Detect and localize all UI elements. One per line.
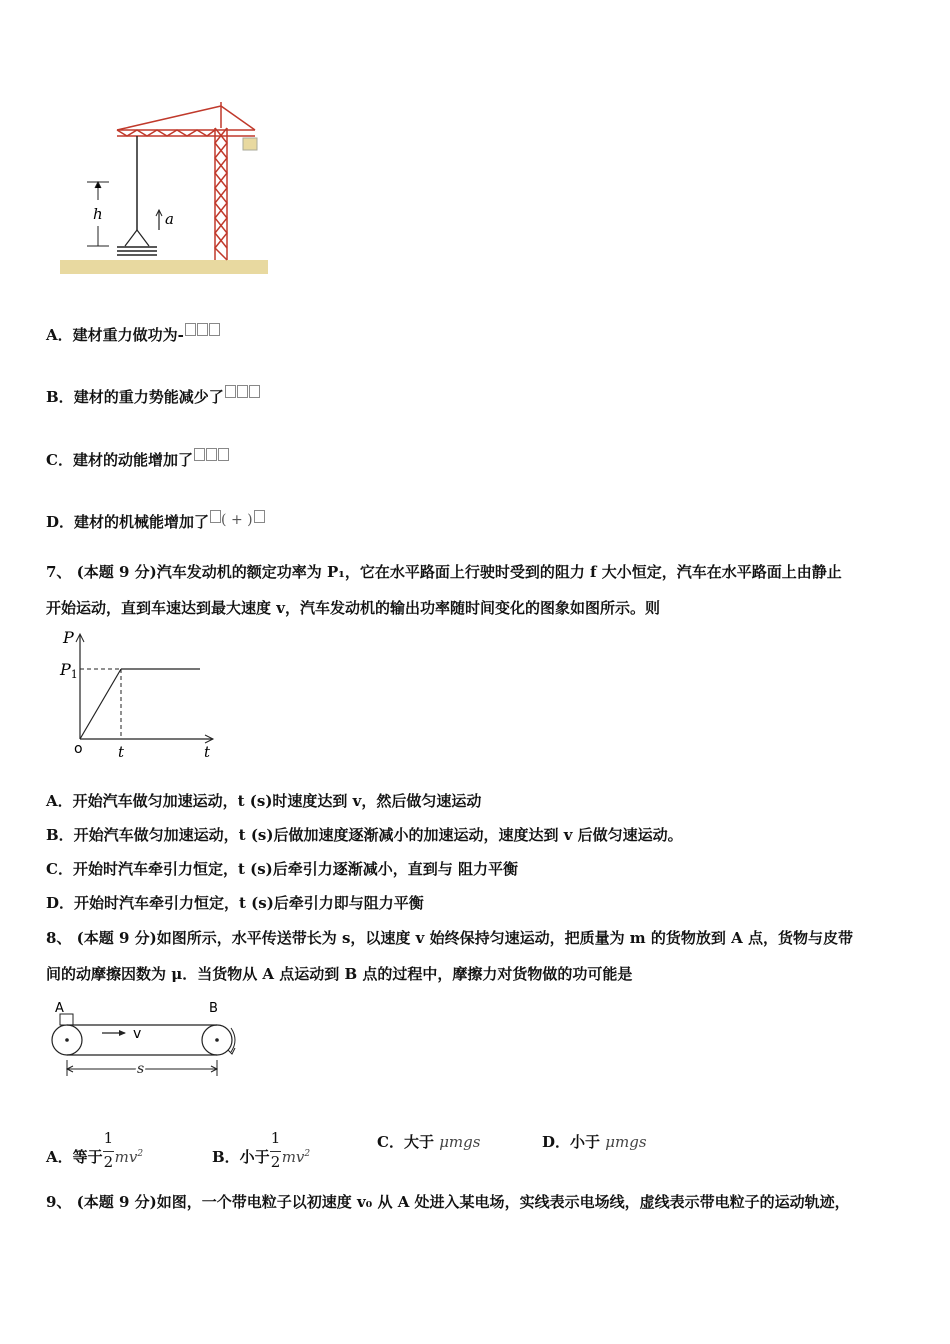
fraction-half: $\frac{1}{2}$ bbox=[103, 1129, 114, 1171]
p-axis-label: P bbox=[63, 628, 74, 647]
q8-stem-line2: 间的动摩擦因数为 μ．当货物从 A 点运动到 B 点的过程中，摩擦力对货物做的功可能是 bbox=[46, 965, 633, 983]
q8-stem-line1: 8、 (本题 9 分)如图所示，水平传送带长为 s，以速度 v 始终保持匀速运动，把质量为 m 的货物放到 A 点，货物与皮带 bbox=[46, 929, 853, 947]
power-time-graph bbox=[55, 625, 225, 765]
q7-option-a: A．开始汽车做匀加速运动，t (s)时速度达到 v，然后做匀速运动 bbox=[46, 792, 482, 810]
q6-option-d: D．建材的机械能增加了 ( + ) bbox=[46, 510, 265, 532]
b-point-label: B bbox=[209, 1001, 218, 1016]
q7-option-d: D．开始时汽车牵引力恒定，t (s)后牵引力即与阻力平衡 bbox=[46, 894, 424, 912]
origin-label: o bbox=[74, 741, 83, 757]
q7-option-b: B．开始汽车做匀加速运动，t (s)后做加速度逐渐减小的加速运动，速度达到 v 后做匀速运动。 bbox=[46, 826, 683, 844]
building-material bbox=[117, 247, 157, 255]
a-point-label: A bbox=[55, 1001, 64, 1016]
hook bbox=[125, 230, 149, 246]
conveyor-figure bbox=[45, 998, 255, 1083]
q8-option-d: D．小于 μmgs bbox=[542, 1133, 647, 1151]
velocity-arrow-head bbox=[119, 1030, 126, 1036]
q8-option-a: A．等于 $\frac{1}{2}$ $mv^2$ bbox=[46, 1129, 144, 1171]
right-pulley-axle bbox=[215, 1038, 219, 1042]
left-pulley-axle bbox=[65, 1038, 69, 1042]
a-label: a bbox=[165, 210, 174, 228]
ground bbox=[60, 260, 268, 274]
p1-label: P1 bbox=[60, 660, 78, 681]
q8-option-c: C．大于 μmgs bbox=[377, 1133, 481, 1151]
q7-stem-line2: 开始运动，直到车速达到最大速度 v，汽车发动机的输出功率随时间变化的图象如图所示。则 bbox=[46, 599, 660, 617]
q9-stem-line1: 9、 (本题 9 分)如图，一个带电粒子以初速度 v₀ 从 A 处进入某电场，实线表示电场线，虚线表示带电粒子的运动轨迹， bbox=[46, 1193, 850, 1211]
power-ramp bbox=[80, 669, 121, 739]
h-label: h bbox=[93, 205, 103, 223]
q8-option-b: B．小于 $\frac{1}{2}$ $mv^2$ bbox=[212, 1129, 311, 1171]
fraction-half: $\frac{1}{2}$ bbox=[270, 1129, 281, 1171]
counterweight bbox=[243, 138, 257, 150]
q6-option-b: B．建材的重力势能减少了 bbox=[46, 385, 260, 407]
q7-option-c: C．开始时汽车牵引力恒定，t (s)后牵引力逐渐减小，直到与 阻力平衡 bbox=[46, 860, 518, 878]
q6-option-c: C．建材的动能增加了 bbox=[46, 448, 229, 470]
q6-option-a: A．建材重力做功为- bbox=[46, 323, 220, 345]
crane-figure bbox=[55, 98, 275, 278]
q7-stem-line1: 7、 (本题 9 分)汽车发动机的额定功率为 P₁，它在水平路面上行驶时受到的阻力 f 大小恒定，汽车在水平路面上由静止 bbox=[46, 563, 842, 581]
v-label: v bbox=[133, 1026, 142, 1042]
q6-d-formula: ( + ) bbox=[221, 512, 253, 528]
t-tick-label: t bbox=[118, 743, 125, 761]
s-label: s bbox=[137, 1061, 145, 1077]
t-axis-label: t bbox=[204, 743, 211, 761]
